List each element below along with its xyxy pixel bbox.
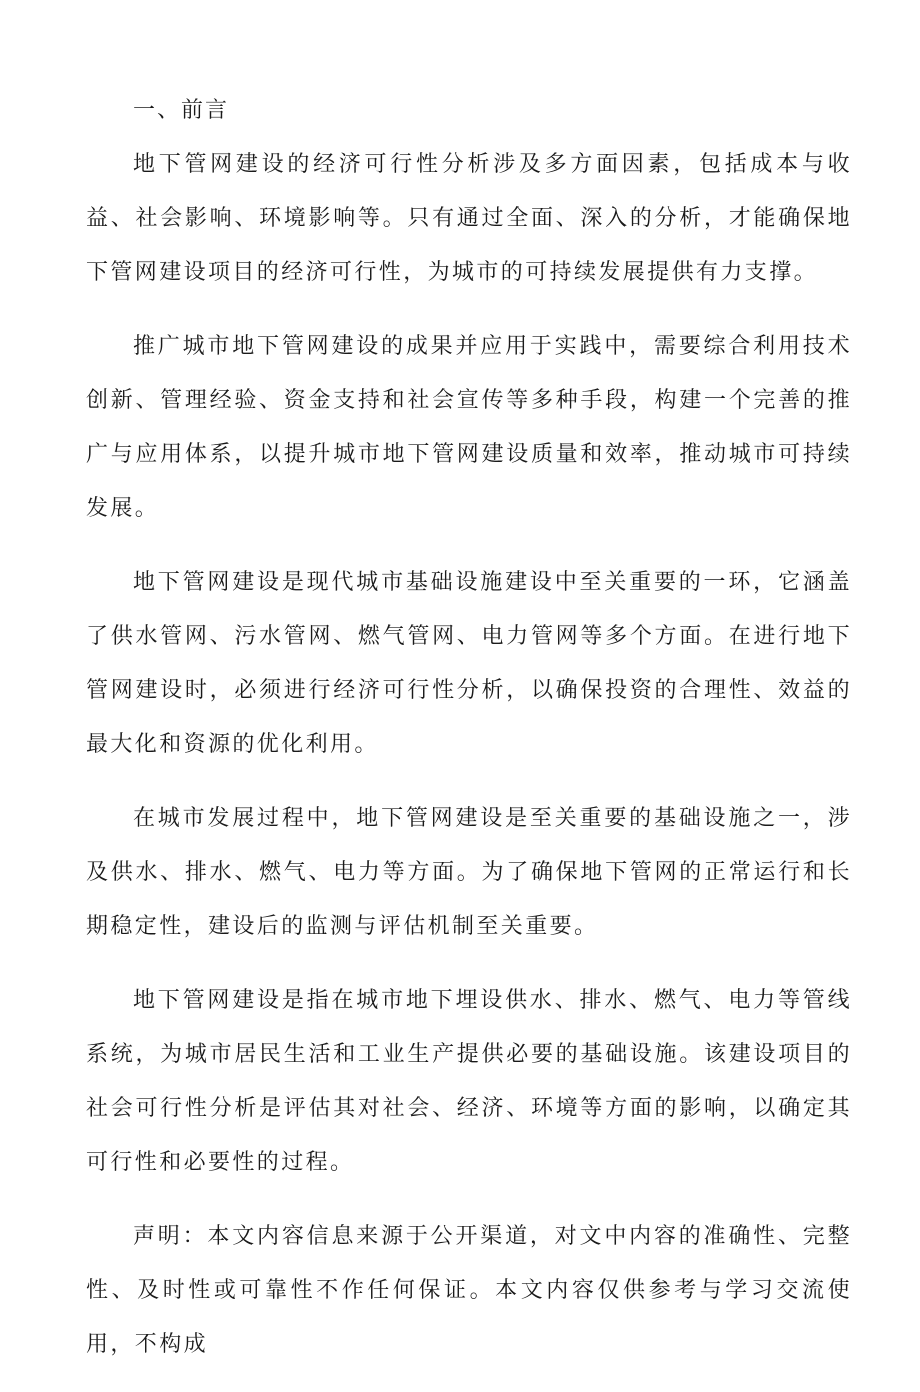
paragraph-economic-feasibility: 地下管网建设的经济可行性分析涉及多方面因素，包括成本与收益、社会影响、环境影响等。只有通过全面、深入的分析，才能确保地下管网建设项目的经济可行性，为城市的可持续发展提供有力支撑。 — [86, 152, 852, 285]
paragraph-social-feasibility: 地下管网建设是指在城市地下埋设供水、排水、燃气、电力等管线系统，为城市居民生活和工业生产提供必要的基础设施。该建设项目的社会可行性分析是评估其对社会、经济、环境等方面的影响，以确定其可行性和必要性的过程。 — [86, 988, 852, 1175]
paragraph-promotion-application: 推广城市地下管网建设的成果并应用于实践中，需要综合利用技术创新、管理经验、资金支持和社会宣传等多种手段，构建一个完善的推广与应用体系，以提升城市地下管网建设质量和效率，推动城市可持续发展。 — [86, 334, 852, 521]
paragraph-infrastructure-overview: 地下管网建设是现代城市基础设施建设中至关重要的一环，它涵盖了供水管网、污水管网、燃气管网、电力管网等多个方面。在进行地下管网建设时，必须进行经济可行性分析，以确保投资的合理性、效益的最大化和资源的优化利用。 — [86, 570, 852, 757]
section-heading: 一、前言 — [133, 98, 230, 123]
paragraph-disclaimer: 声明：本文内容信息来源于公开渠道，对文中内容的准确性、完整性、及时性或可靠性不作任何保证。本文内容仅供参考与学习交流使用，不构成 — [86, 1224, 852, 1357]
document-body — [86, 84, 852, 1392]
paragraph-monitoring-evaluation: 在城市发展过程中，地下管网建设是至关重要的基础设施之一，涉及供水、排水、燃气、电力等方面。为了确保地下管网的正常运行和长期稳定性，建设后的监测与评估机制至关重要。 — [86, 806, 852, 939]
